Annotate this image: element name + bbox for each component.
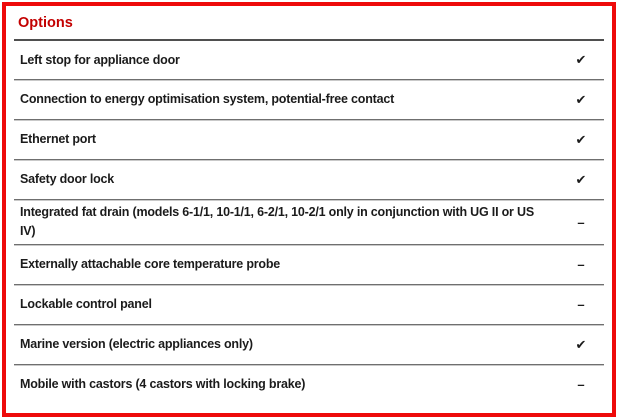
- dash-icon: –: [577, 377, 585, 392]
- option-row: [14, 364, 604, 404]
- dash-icon: –: [577, 214, 585, 230]
- page-title: Options: [18, 14, 73, 31]
- check-icon: ✔: [575, 52, 587, 67]
- option-row: [14, 199, 604, 244]
- option-label: Safety door lock: [20, 172, 115, 186]
- option-label: Left stop for appliance door: [20, 52, 180, 67]
- check-icon: ✔: [575, 336, 587, 352]
- option-label: Ethernet port: [20, 132, 96, 146]
- option-row: [14, 39, 604, 79]
- dash-icon: –: [577, 297, 585, 312]
- option-label: Integrated fat drain (models 6-1/1, 10-1/1, 6-2/1, 10-2/1 only in conjunction with UG II or US IV): [20, 205, 534, 238]
- check-icon: ✔: [575, 171, 587, 187]
- dash-icon: –: [577, 257, 585, 272]
- option-label: Lockable control panel: [20, 297, 152, 311]
- options-rows: [14, 39, 604, 404]
- check-icon: ✔: [575, 131, 587, 147]
- check-icon: ✔: [575, 91, 587, 107]
- option-row: [14, 79, 604, 119]
- option-row: [14, 324, 604, 364]
- option-label: Mobile with castors (4 castors with locking brake): [20, 377, 306, 391]
- option-label: Marine version (electric appliances only): [20, 337, 253, 351]
- options-header: [6, 6, 612, 39]
- option-label: Externally attachable core temperature probe: [20, 257, 281, 271]
- option-label: Connection to energy optimisation system, potential-free contact: [20, 92, 395, 106]
- option-row: [14, 119, 604, 159]
- options-frame: [2, 2, 616, 417]
- option-row: [14, 284, 604, 324]
- option-row: [14, 159, 604, 199]
- option-row: [14, 244, 604, 284]
